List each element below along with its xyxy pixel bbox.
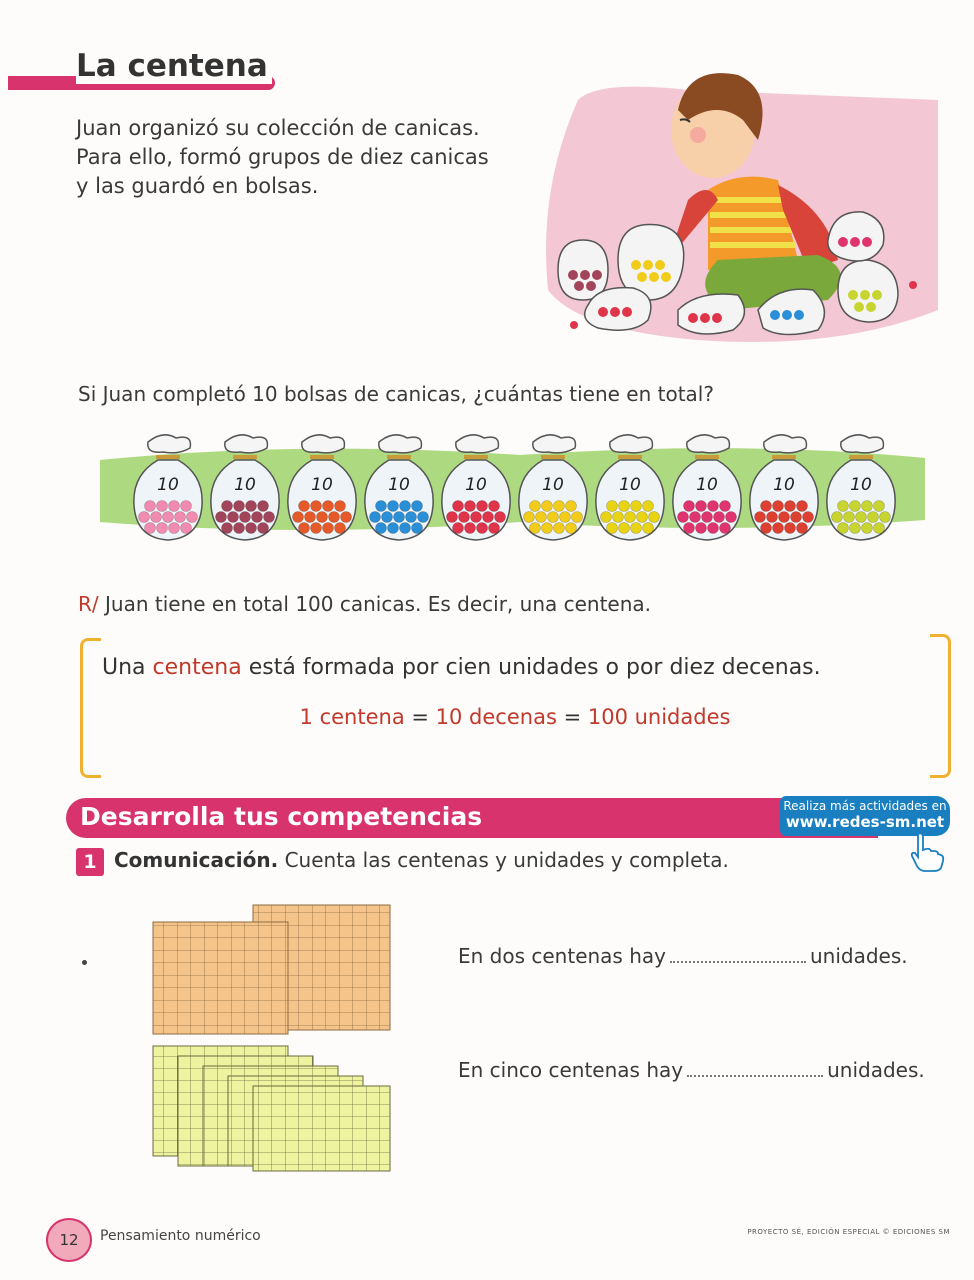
eq-centena: 1 centena: [299, 705, 405, 729]
answer-prefix: R/: [78, 592, 99, 616]
intro-line-3: y las guardó en bolsas.: [76, 174, 319, 198]
bag-label: 10: [465, 475, 487, 495]
eq-op-1: =: [404, 705, 436, 729]
bag-label: 10: [696, 475, 718, 495]
q1-prefix: En dos centenas hay: [458, 944, 666, 968]
q2-suffix: unidades.: [827, 1058, 925, 1082]
eq-unidades: 100 unidades: [587, 705, 731, 729]
question-two-hundreds: [458, 944, 908, 968]
definition-highlight: centena: [152, 655, 242, 680]
bag-label: 10: [157, 475, 179, 495]
bag-label: 10: [234, 475, 256, 495]
marble-bag: [442, 435, 510, 540]
q1-suffix: unidades.: [809, 944, 908, 968]
stray-dot: [82, 960, 87, 965]
boy-with-marbles-illustration: [538, 60, 948, 360]
q2-prefix: En cinco centenas hay: [458, 1058, 684, 1082]
footer-section-label: Pensamiento numérico: [100, 1228, 261, 1244]
hundred-grids-illustration: [150, 900, 400, 1175]
intro-line-1: Juan organizó su colección de canicas.: [76, 116, 480, 140]
bag-label: 10: [850, 475, 872, 495]
answer-text: [78, 592, 651, 616]
page-number-badge: 12: [46, 1218, 92, 1262]
exercise-competence: Comunicación.: [114, 848, 279, 872]
footer-credits: PROYECTO SÉ, EDICIÓN ESPECIAL © EDICIONES SM: [747, 1228, 950, 1236]
definition-part-1: Una: [102, 655, 153, 680]
exercise-instruction: [114, 848, 729, 872]
bag-label: 10: [773, 475, 795, 495]
intro-text: [76, 114, 526, 201]
bag-label: 10: [619, 475, 641, 495]
pointer-hand-icon: [906, 830, 946, 872]
exercise-instruction-text: Cuenta las centenas y unidades y completa.: [278, 848, 729, 872]
web-link-caption: Realiza más actividades en: [783, 799, 947, 813]
eq-decenas: 10 decenas: [435, 705, 557, 729]
eq-op-2: =: [556, 705, 588, 729]
question-five-hundreds: [458, 1058, 925, 1082]
marble-bag: [134, 435, 202, 540]
exercise-number-badge: 1: [76, 848, 104, 876]
equivalence-line: [0, 705, 974, 729]
marble-bag: [827, 435, 895, 540]
bag-label: 10: [388, 475, 410, 495]
page-title: La centena: [76, 48, 272, 84]
bag-label: 10: [311, 475, 333, 495]
q1-answer-blank[interactable]: [670, 947, 806, 963]
definition-part-2: está formada por cien unidades o por diez decenas.: [241, 655, 821, 680]
marble-bag: [519, 435, 587, 540]
answer-body: Juan tiene en total 100 canicas. Es decir, una centena.: [105, 592, 652, 616]
web-link-url[interactable]: www.redes-sm.net: [785, 813, 945, 831]
bag-label: 10: [542, 475, 564, 495]
question-text: Si Juan completó 10 bolsas de canicas, ¿cuántas tiene en total?: [78, 382, 714, 406]
marble-bags-row: [100, 430, 925, 555]
q2-answer-blank[interactable]: [687, 1061, 823, 1077]
intro-line-2: Para ello, formó grupos de diez canicas: [76, 145, 489, 169]
definition-text: [102, 655, 821, 680]
section-title: Desarrolla tus competencias: [80, 802, 483, 831]
